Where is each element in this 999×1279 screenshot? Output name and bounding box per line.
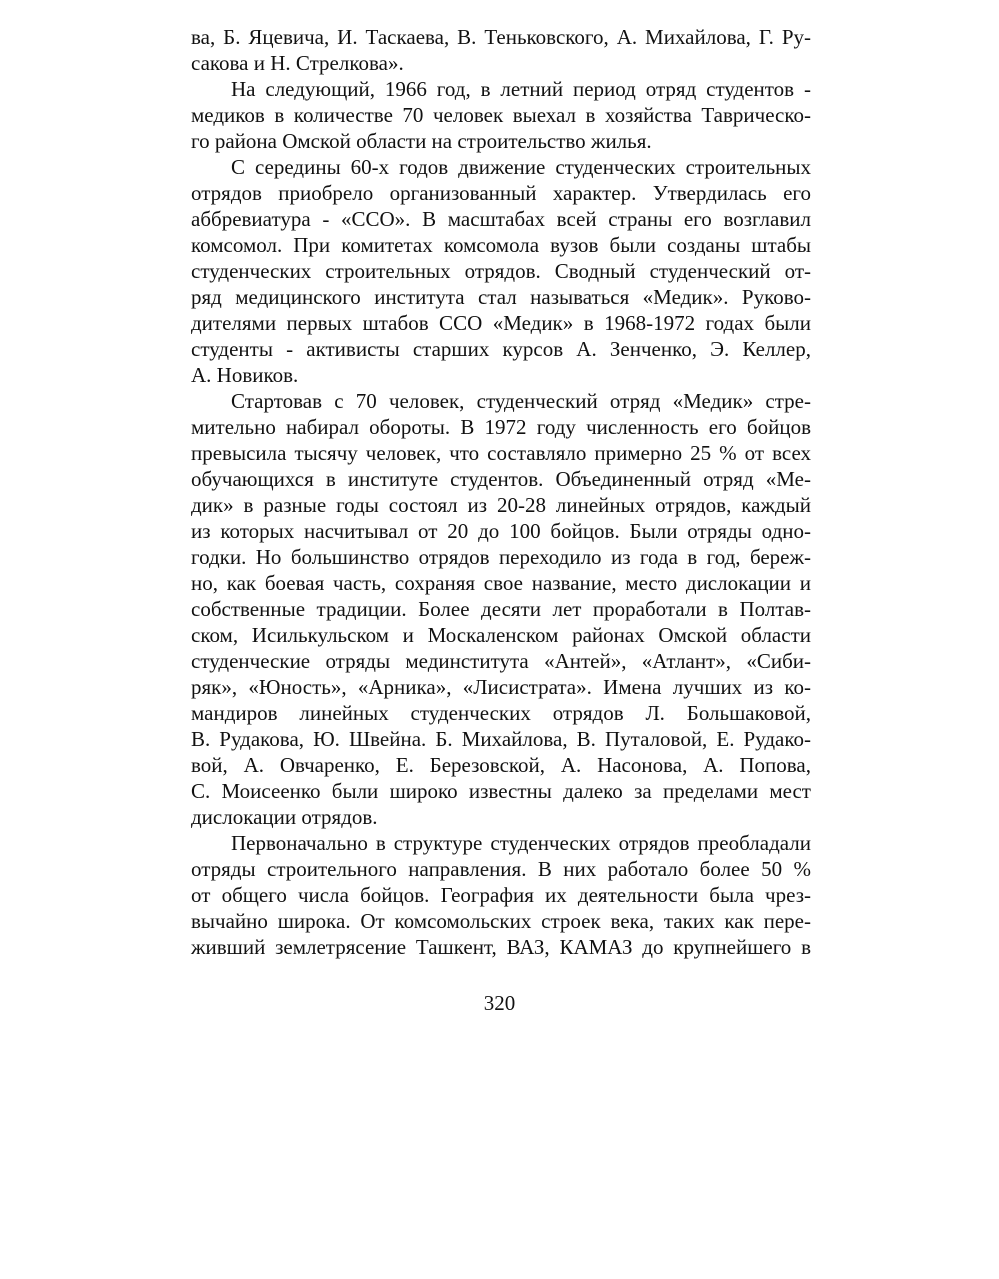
text-line: живший землетрясение Ташкент, ВАЗ, КАМАЗ до крупнейшего в: [191, 935, 811, 959]
text-line: студенческих строительных отрядов. Сводный студенческий от-: [191, 259, 811, 283]
text-line: Первоначально в структуре студенческих отрядов преобладали: [231, 831, 811, 855]
text-line: студенческие отряды мединститута «Антей», «Атлант», «Сиби-: [191, 649, 811, 673]
text-line: ряд медицинского института стал называться «Медик». Руково-: [191, 285, 811, 309]
text-line: обучающихся в институте студентов. Объединенный отряд «Ме-: [191, 467, 811, 491]
text-line: ском, Исилькульском и Москаленском районах Омской области: [191, 623, 811, 647]
text-line: дислокации отрядов.: [191, 805, 378, 829]
text-line: аббревиатура - «ССО». В масштабах всей страны его возглавил: [191, 207, 811, 231]
text-line: дителями первых штабов ССО «Медик» в 1968-1972 годах были: [191, 311, 811, 335]
text-line: отряды строительного направления. В них работало более 50 %: [191, 857, 811, 881]
text-line: но, как боевая часть, сохраняя свое название, место дислокации и: [191, 571, 811, 595]
text-line: мандиров линейных студенческих отрядов Л. Большаковой,: [191, 701, 811, 725]
text-line: Стартовав с 70 человек, студенческий отряд «Медик» стре-: [231, 389, 811, 413]
text-line: мительно набирал обороты. В 1972 году численность его бойцов: [191, 415, 811, 439]
text-line: С середины 60-х годов движение студенческих строительных: [231, 155, 811, 179]
text-line: В. Рудакова, Ю. Швейна. Б. Михайлова, В. Путаловой, Е. Рудако-: [191, 727, 811, 751]
text-line: А. Новиков.: [191, 363, 299, 387]
text-line: вой, А. Овчаренко, Е. Березовской, А. Насонова, А. Попова,: [191, 753, 811, 777]
body-text: [191, 24, 811, 960]
text-line: дик» в разные годы состоял из 20-28 линейных отрядов, каждый: [191, 493, 811, 517]
text-line: На следующий, 1966 год, в летний период отряд студентов -: [231, 77, 811, 101]
text-line: медиков в количестве 70 человек выехал в хозяйства Таврическо-: [191, 103, 811, 127]
text-line: студенты - активисты старших курсов А. Зенченко, Э. Келлер,: [191, 337, 811, 361]
text-line: из которых насчитывал от 20 до 100 бойцов. Были отряды одно-: [191, 519, 811, 543]
text-line: годки. Но большинство отрядов переходило из года в год, береж-: [191, 545, 811, 569]
text-line: превысила тысячу человек, что составляло примерно 25 % от всех: [191, 441, 811, 465]
text-line: го района Омской области на строительство жилья.: [191, 129, 652, 153]
page-number: 320: [483, 991, 516, 1015]
text-line: сакова и Н. Стрелкова».: [191, 51, 404, 75]
text-line: отрядов приобрело организованный характер. Утвердилась его: [191, 181, 811, 205]
text-line: вычайно широка. От комсомольских строек века, таких как пере-: [191, 909, 811, 933]
text-line: ряк», «Юность», «Арника», «Лисистрата». Имена лучших из ко-: [191, 675, 811, 699]
text-line: ва, Б. Яцевича, И. Таскаева, В. Теньковского, А. Михайлова, Г. Ру-: [191, 25, 811, 49]
text-line: комсомол. При комитетах комсомола вузов были созданы штабы: [191, 233, 811, 257]
text-line: собственные традиции. Более десяти лет проработали в Полтав-: [191, 597, 811, 621]
text-line: С. Моисеенко были широко известны далеко за пределами мест: [191, 779, 811, 803]
text-line: от общего числа бойцов. География их деятельности была чрез-: [191, 883, 811, 907]
